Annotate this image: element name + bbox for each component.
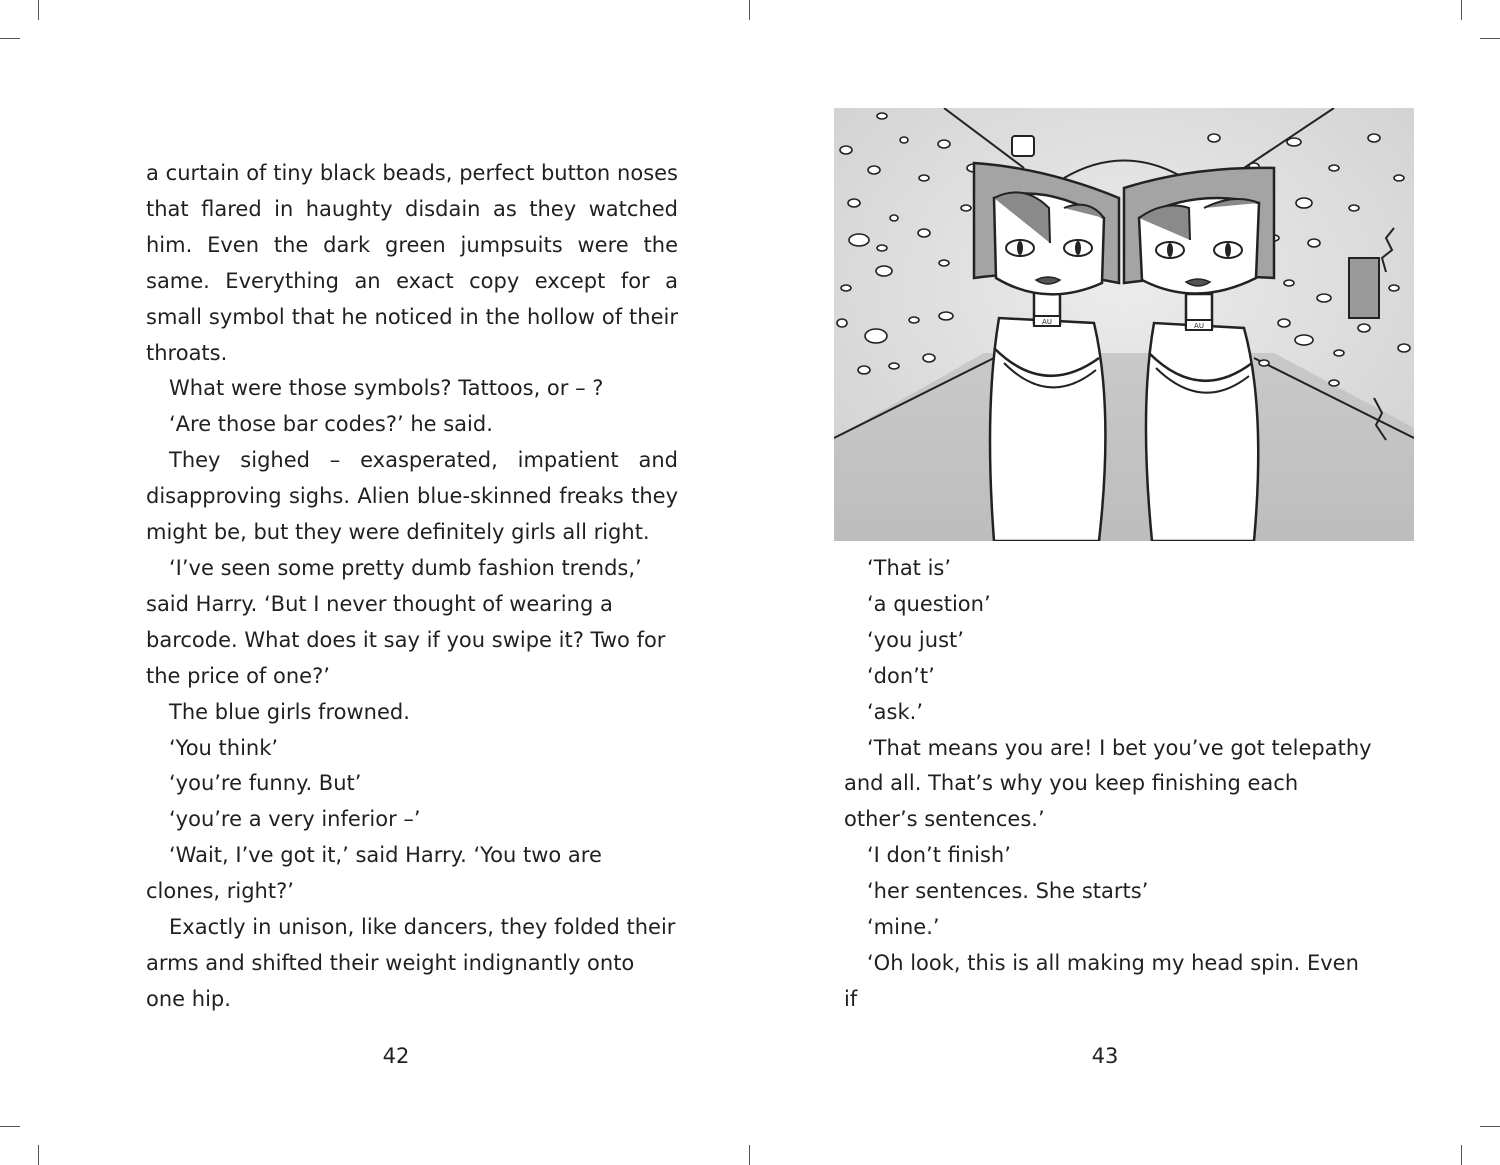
paragraph: ‘Wait, I’ve got it,’ said Harry. ‘You two are clones, right?’ [146,843,602,904]
paragraph: ‘don’t’ [867,663,935,688]
paragraph: ‘I’ve seen some pretty dumb fashion trends,’ said Harry. ‘But I never thought of wearing a barcode. What does it say if you swipe it? Two for the price of one?’ [146,555,666,688]
illustration-svg [834,108,1414,541]
barcode-symbol: AU [1042,318,1052,326]
page-number: 43 [1091,1044,1119,1068]
twin-clone-girls-illustration [834,108,1414,541]
paragraph: ‘you just’ [867,627,964,652]
paragraph: a curtain of tiny black beads, perfect button noses that flared in haughty disdain as they watched him. Even the dark green jumpsuits were the same. Everything an exact copy except for a small symbol that he noticed in the hollow of their throats. [146,161,678,365]
page-number: 42 [382,1044,410,1068]
paragraph: Exactly in unison, like dancers, they folded their arms and shifted their weight indignantly onto one hip. [146,915,676,1011]
paragraph: ‘you’re funny. But’ [169,771,362,796]
paragraph: ‘That means you are! I bet you’ve got telepathy and all. That’s why you keep finishing each other’s sentences.’ [844,735,1372,832]
paragraph: What were those symbols? Tattoos, or – ? [169,376,604,401]
paragraph: ‘ask.’ [867,699,923,724]
right-page [750,0,1500,1165]
paragraph: ‘Oh look, this is all making my head spin. Even if [844,950,1359,1011]
barcode-symbol: AU [1194,322,1204,330]
paragraph: The blue girls frowned. [169,699,410,724]
paragraph: ‘a question’ [867,591,991,616]
paragraph: ‘her sentences. She starts’ [867,879,1149,904]
paragraph: ‘You think’ [169,735,279,760]
paragraph: ‘you’re a very inferior –’ [169,807,421,832]
right-page-text [844,551,1376,1018]
left-page-text [146,156,678,1018]
paragraph: ‘I don’t finish’ [867,843,1011,868]
clone-girl-left [974,163,1119,541]
paragraph: ‘That is’ [867,556,952,580]
paragraph: ‘Are those bar codes?’ he said. [169,412,493,437]
paragraph: ‘mine.’ [867,915,940,940]
paragraph: They sighed – exasperated, impatient and disapproving sighs. Alien blue-skinned freaks they might be, but they were definitely girls all right. [146,448,678,545]
